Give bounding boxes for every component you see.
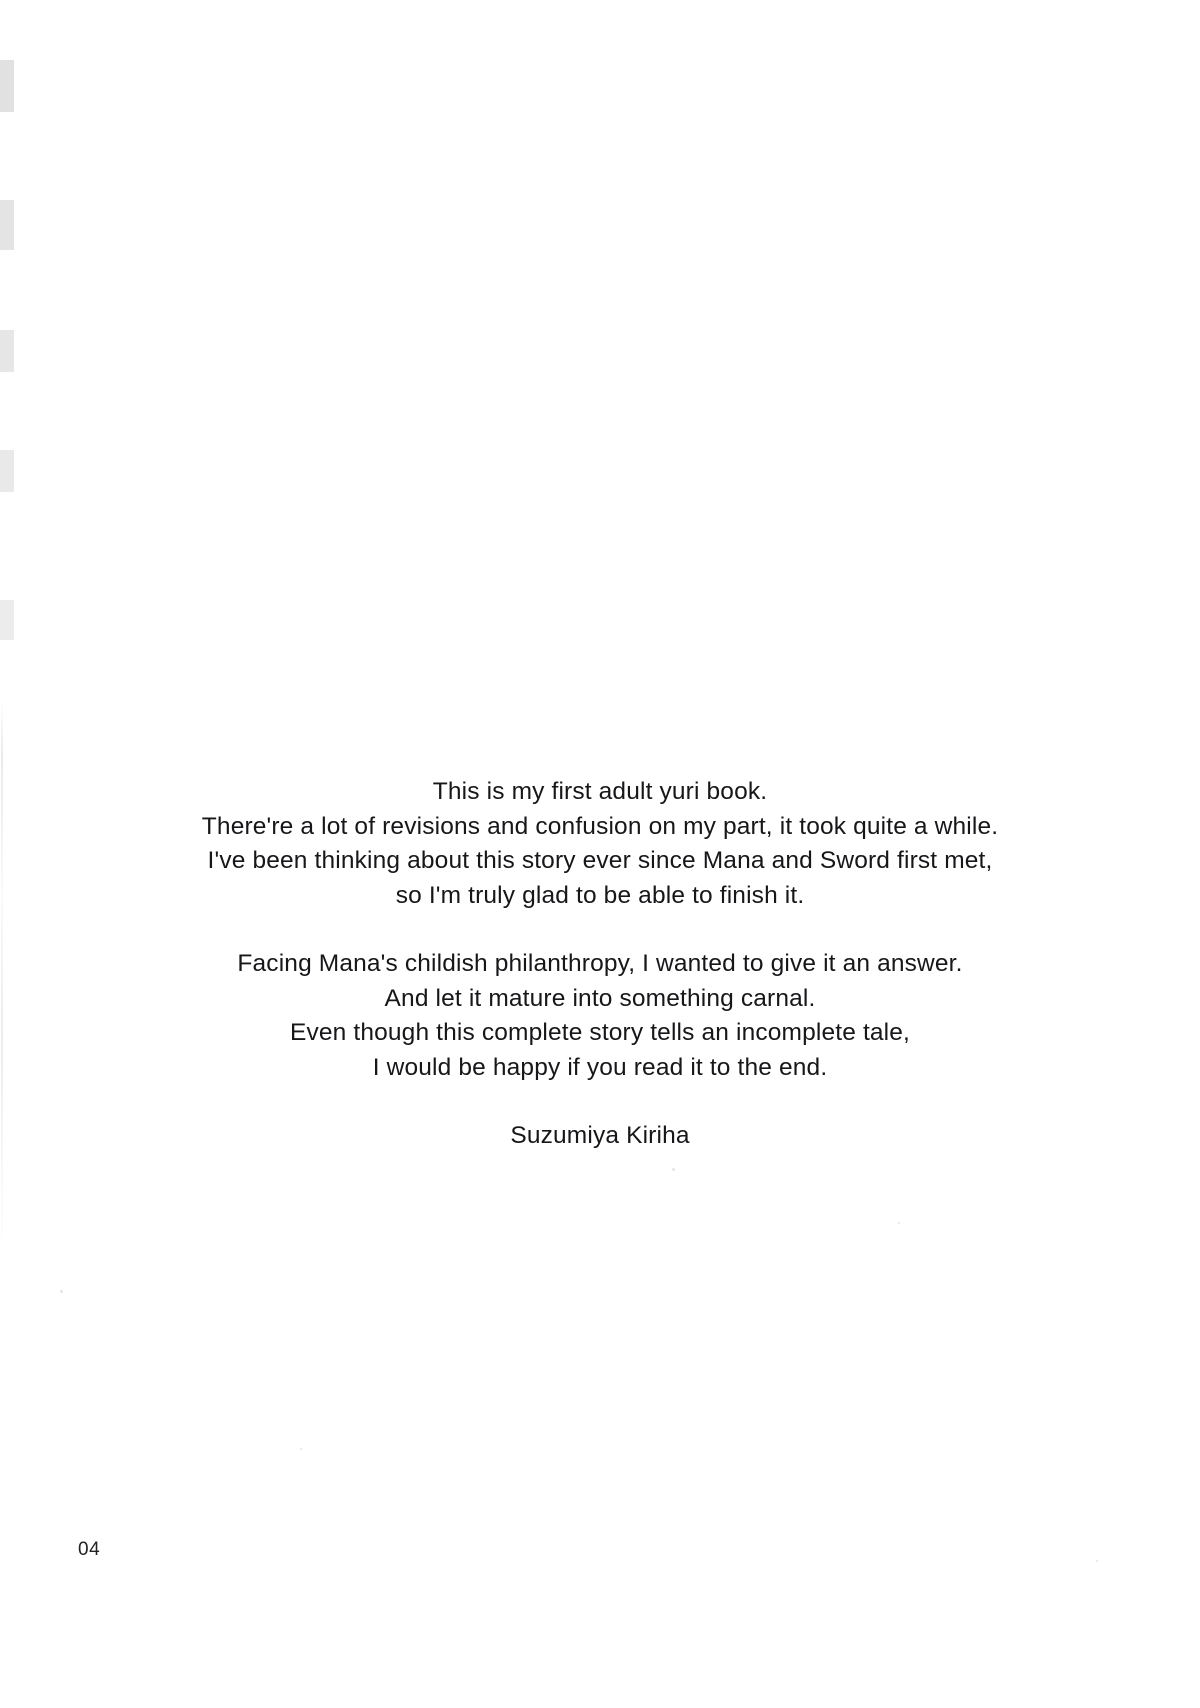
paragraph-spacer [0,913,1200,947]
author-signature: Suzumiya Kiriha [510,1122,690,1149]
afterword-line: This is my first adult yuri book. [432,778,768,805]
afterword-line: There're a lot of revisions and confusion on my part, it took quite a while. [201,812,999,840]
page-number: 04 [78,1539,101,1560]
afterword-line: I've been thinking about this story ever since Mana and Sword first met, [207,847,993,874]
afterword-line: And let it mature into something carnal. [384,984,816,1012]
afterword-line: Even though this complete story tells an incomplete tale, [289,1019,911,1046]
afterword-text-block [0,775,1200,1154]
afterword-line: so I'm truly glad to be able to finish it. [395,881,805,909]
afterword-line: I would be happy if you read it to the end. [372,1053,828,1081]
afterword-line: Facing Mana's childish philanthropy, I wanted to give it an answer. [237,950,963,977]
